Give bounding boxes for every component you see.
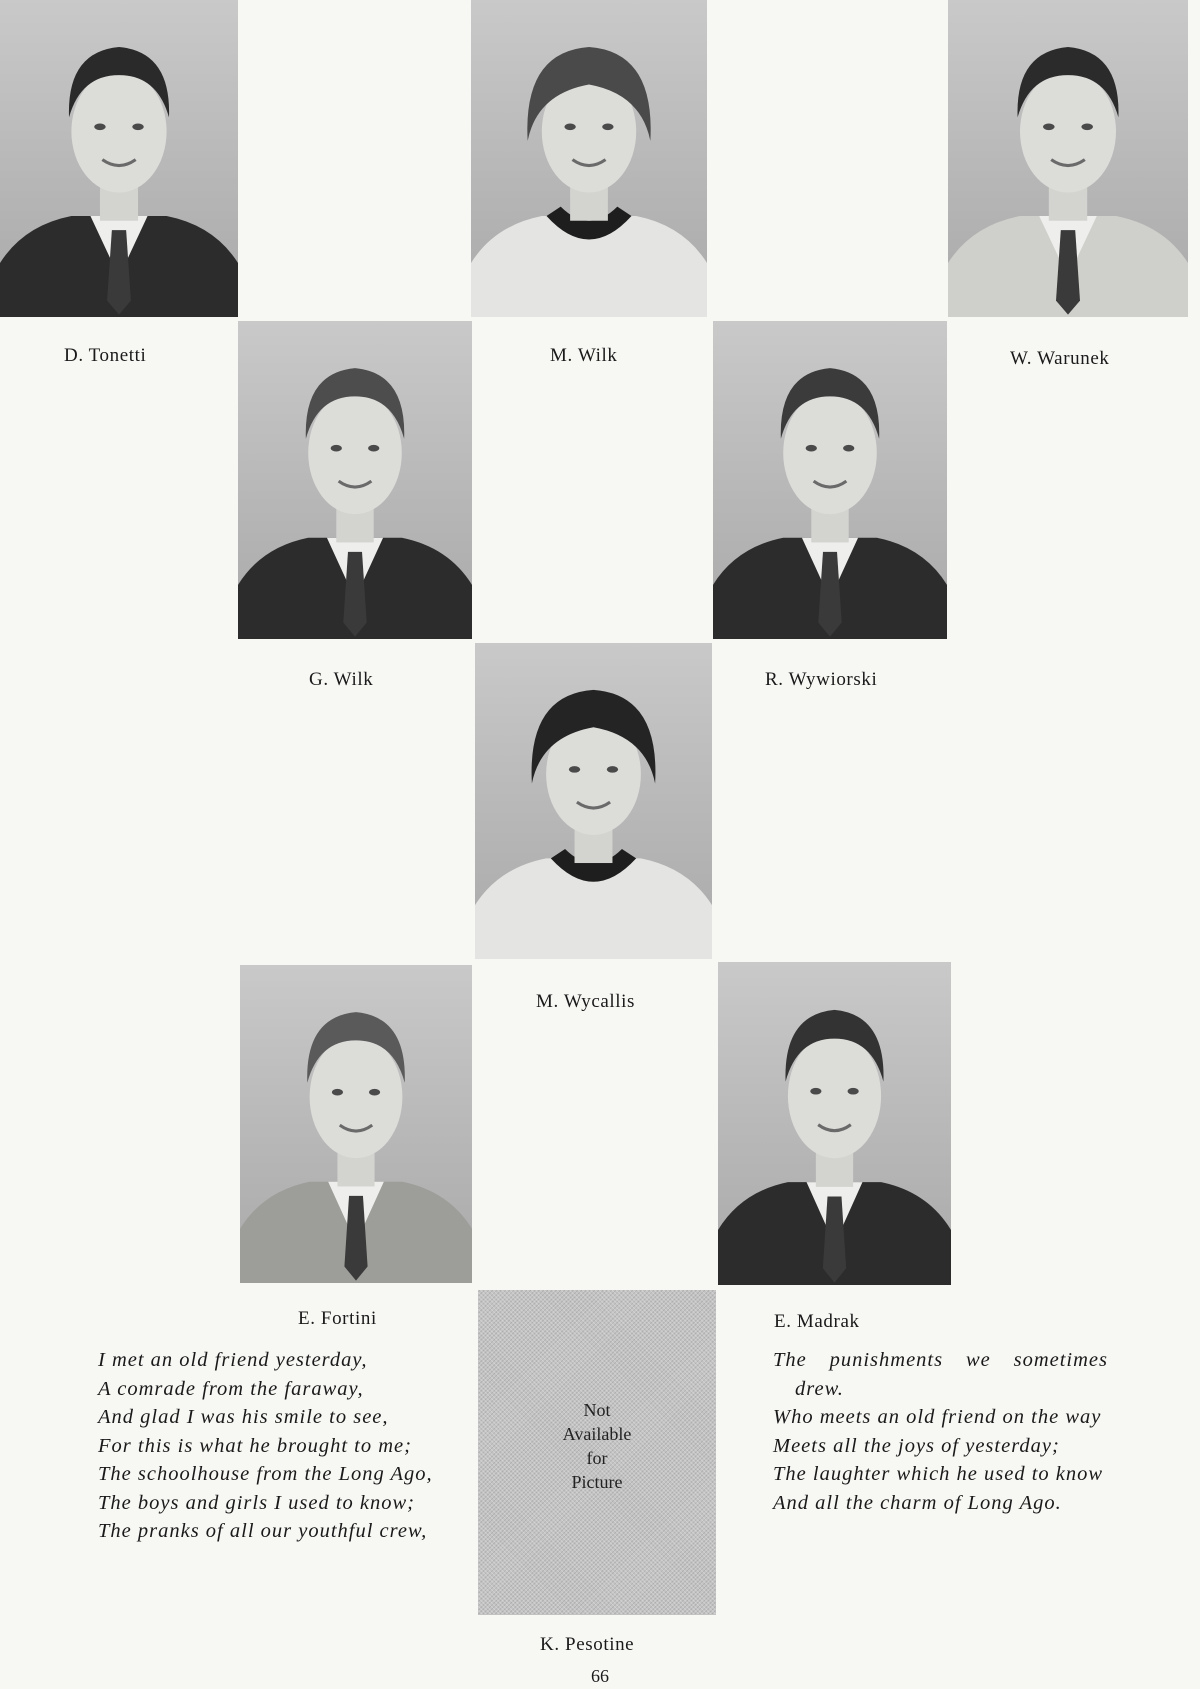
portrait-photo: [0, 0, 238, 317]
portrait-silhouette: [475, 643, 712, 959]
poem-line: The pranks of all our youthful crew,: [98, 1520, 428, 1542]
portrait-silhouette: [0, 0, 238, 317]
portrait-photo: [471, 0, 707, 317]
right-eye-shape: [369, 1089, 380, 1096]
poem-right-column: [773, 1346, 1108, 1517]
no-picture-line: Available: [562, 1424, 632, 1444]
left-eye-shape: [569, 766, 580, 773]
left-eye-shape: [564, 124, 575, 131]
left-eye-shape: [806, 445, 817, 452]
right-eye-shape: [132, 124, 143, 131]
portrait-photo: [240, 965, 472, 1283]
poem-line: Who meets an old friend on the way: [773, 1406, 1102, 1428]
portrait-name: W. Warunek: [1010, 348, 1110, 369]
portrait-photo: [713, 321, 947, 639]
portrait-name: D. Tonetti: [64, 345, 147, 366]
right-eye-shape: [368, 445, 379, 452]
portrait-name: M. Wycallis: [536, 991, 636, 1012]
portrait-photo: [948, 0, 1188, 317]
face-shape: [788, 1034, 881, 1158]
poem-line: The boys and girls I used to know;: [98, 1491, 415, 1514]
portrait-silhouette: [240, 965, 472, 1283]
no-picture-placeholder: [478, 1290, 716, 1615]
portrait-silhouette: [713, 321, 947, 639]
poem-left-column: [98, 1346, 436, 1546]
portrait-silhouette: [718, 962, 951, 1285]
face-shape: [783, 392, 877, 514]
portrait-name: R. Wywiorski: [765, 669, 878, 690]
right-eye-shape: [843, 445, 854, 452]
portrait-silhouette: [471, 0, 707, 317]
no-picture-text: [478, 1398, 716, 1494]
face-shape: [71, 70, 166, 192]
portrait-photo: [718, 962, 951, 1285]
right-eye-shape: [602, 124, 613, 131]
poem-line: The punishments we sometimes drew.: [773, 1349, 1108, 1400]
poem-line: The laughter which he used to know: [773, 1463, 1104, 1485]
portrait-name: M. Wilk: [550, 345, 618, 366]
right-eye-shape: [607, 766, 618, 773]
portrait-silhouette: [948, 0, 1188, 317]
poem-line: I met an old friend yesterday,: [98, 1349, 368, 1371]
portrait-name: E. Fortini: [298, 1308, 377, 1329]
poem-line: A comrade from the faraway,: [98, 1377, 364, 1400]
face-shape: [310, 1036, 403, 1158]
no-picture-line: for: [586, 1448, 608, 1468]
left-eye-shape: [331, 445, 342, 452]
portrait-name: E. Madrak: [774, 1311, 860, 1332]
left-eye-shape: [94, 124, 105, 131]
left-eye-shape: [1043, 124, 1055, 131]
poem-line: And glad I was his smile to see,: [98, 1406, 389, 1428]
right-eye-shape: [1081, 124, 1093, 131]
poem-line: Meets all the joys of yesterday;: [773, 1434, 1060, 1457]
portrait-photo: [475, 643, 712, 959]
left-eye-shape: [810, 1088, 821, 1095]
portrait-name: G. Wilk: [309, 669, 374, 690]
page-number: 66: [591, 1666, 609, 1686]
left-eye-shape: [332, 1089, 343, 1096]
face-shape: [308, 392, 402, 514]
face-shape: [1020, 70, 1116, 192]
no-picture-line: Picture: [571, 1472, 623, 1492]
portrait-name: K. Pesotine: [540, 1634, 635, 1655]
right-eye-shape: [848, 1088, 859, 1095]
portrait-silhouette: [238, 321, 472, 639]
poem-line: And all the charm of Long Ago.: [773, 1491, 1062, 1514]
portrait-photo: [238, 321, 472, 639]
no-picture-line: Not: [583, 1400, 611, 1420]
poem-line: For this is what he brought to me;: [98, 1434, 412, 1457]
poem-line: The schoolhouse from the Long Ago,: [98, 1463, 433, 1485]
